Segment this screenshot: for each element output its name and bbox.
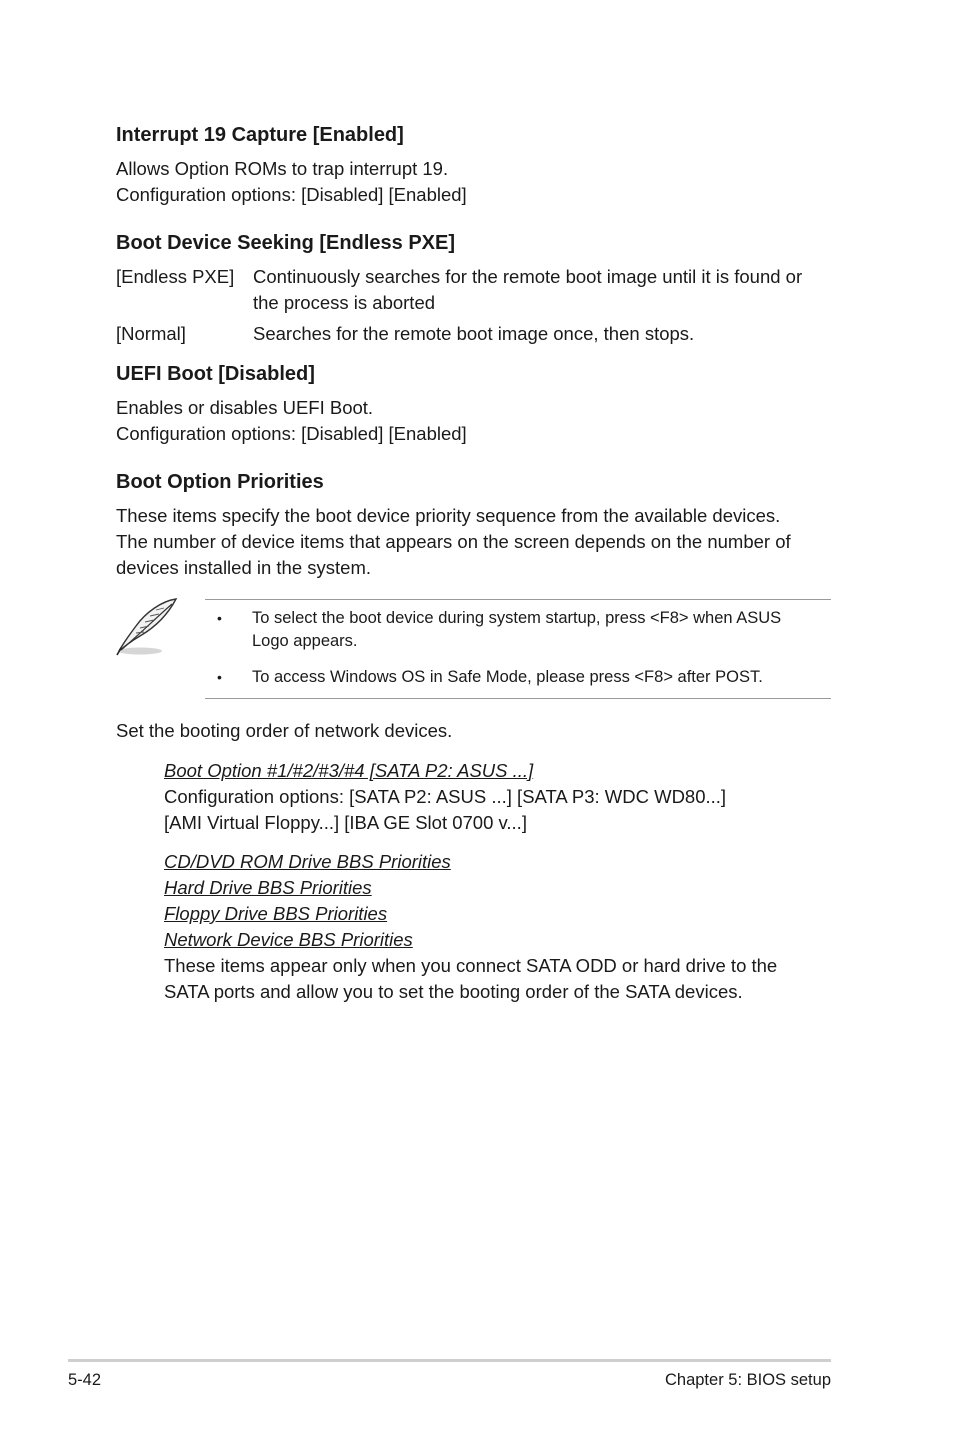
endless-pxe-def-line2: the process is aborted xyxy=(253,292,436,313)
boot-option-priorities-heading: Boot Option Priorities xyxy=(116,471,324,493)
boot-device-seeking-heading: Boot Device Seeking [Endless PXE] xyxy=(116,232,455,254)
note-item-1-line2: Logo appears. xyxy=(252,632,358,650)
note-bullet-1: • xyxy=(217,610,222,626)
footer-rule xyxy=(68,1359,831,1362)
bbs-desc-line1: These items appear only when you connect SATA ODD or hard drive to the xyxy=(164,955,778,976)
note-top-rule xyxy=(205,599,831,600)
bbs-desc-line2: SATA ports and allow you to set the booting order of the SATA devices. xyxy=(164,981,743,1002)
priorities-desc-line1: These items specify the boot device priority sequence from the available devices. xyxy=(116,505,781,526)
boot-option-config-line2: [AMI Virtual Floppy...] [IBA GE Slot 0700 v...] xyxy=(164,812,527,833)
floppy-drive-bbs-link[interactable]: Floppy Drive BBS Priorities xyxy=(164,903,388,924)
network-intro: Set the booting order of network devices. xyxy=(116,720,453,741)
hard-drive-bbs-link[interactable]: Hard Drive BBS Priorities xyxy=(164,877,372,898)
chapter-title: Chapter 5: BIOS setup xyxy=(664,1371,831,1389)
note-item-2: To access Windows OS in Safe Mode, please press <F8> after POST. xyxy=(252,668,763,686)
interrupt-19-heading: Interrupt 19 Capture [Enabled] xyxy=(116,124,404,146)
normal-term: [Normal] xyxy=(116,323,186,344)
boot-option-link[interactable]: Boot Option #1/#2/#3/#4 [SATA P2: ASUS ...] xyxy=(164,760,534,781)
normal-def: Searches for the remote boot image once, then stops. xyxy=(253,323,695,344)
note-item-1-line1: To select the boot device during system startup, press <F8> when ASUS xyxy=(252,609,782,627)
note-bottom-rule xyxy=(205,698,831,699)
boot-option-config-line1: Configuration options: [SATA P2: ASUS ...] [SATA P3: WDC WD80...] xyxy=(164,786,727,807)
uefi-boot-heading: UEFI Boot [Disabled] xyxy=(116,363,315,385)
network-device-bbs-link[interactable]: Network Device BBS Priorities xyxy=(164,929,413,950)
feather-pen-icon xyxy=(112,596,182,658)
uefi-boot-options: Configuration options: [Disabled] [Enabled] xyxy=(116,423,467,444)
note-bullet-2: • xyxy=(217,669,222,685)
interrupt-19-options: Configuration options: [Disabled] [Enabled] xyxy=(116,184,467,205)
endless-pxe-term: [Endless PXE] xyxy=(116,266,235,287)
cd-dvd-bbs-link[interactable]: CD/DVD ROM Drive BBS Priorities xyxy=(164,851,451,872)
priorities-desc-line3: devices installed in the system. xyxy=(116,557,372,578)
uefi-boot-desc: Enables or disables UEFI Boot. xyxy=(116,397,374,418)
endless-pxe-def-line1: Continuously searches for the remote boot image until it is found or xyxy=(253,266,803,287)
priorities-desc-line2: The number of device items that appears on the screen depends on the number of xyxy=(116,531,791,552)
interrupt-19-desc: Allows Option ROMs to trap interrupt 19. xyxy=(116,158,449,179)
page-number: 5-42 xyxy=(68,1371,102,1389)
